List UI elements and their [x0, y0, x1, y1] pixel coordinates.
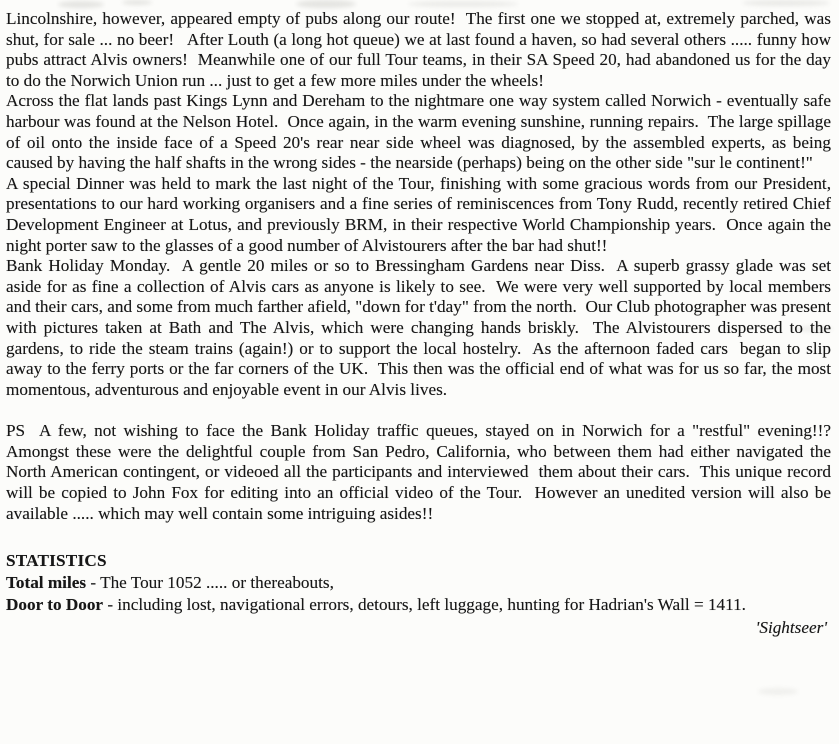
- paragraph-special-dinner: A special Dinner was held to mark the last night of the Tour, finishing with some gracious words from our President, presentations to our hard working organisers and a fine series of reminiscences from Tony Rudd, recently retired Chief Development Engineer at Lotus, and previously BRM, in their respective World Championship years. Once again the night porter saw to the glasses of a good number of Alvistourers after the bar had shut!!: [6, 173, 831, 255]
- scan-smudge: [58, 1, 104, 8]
- author-signature: 'Sightseer': [755, 617, 827, 637]
- statistics-door-to-door-row: [6, 594, 831, 617]
- statistics-door-to-door-value: - including lost, navigational errors, detours, left luggage, hunting for Hadrian's Wall = 1411.: [103, 595, 746, 615]
- statistics-total-miles-value: - The Tour 1052 ..... or thereabouts,: [86, 572, 334, 592]
- statistics-door-to-door-label: Door to Door: [6, 595, 104, 615]
- document-content: [6, 9, 831, 639]
- paragraph-bank-holiday-monday: Bank Holiday Monday. A gentle 20 miles or so to Bressingham Gardens near Diss. A superb grassy glade was set aside for as fine a collection of Alvis cars as anyone is likely to see. We were very well supported by local members and their cars, and some from much farther afield, "down for t'day" from the north. Our Club photographer was present with pictures taken at Bath and The Alvis, which were changing hands briskly. The Alvistourers dispersed to the gardens, to ride the steam trains (again!) or to support the local hostelry. As the afternoon faded cars began to slip away to the ferry ports or the far corners of the UK. This then was the official end of what was for us so far, the most momentous, adventurous and enjoyable event in our Alvis lives.: [6, 256, 831, 399]
- scan-smudge: [296, 0, 356, 8]
- scan-smudge: [758, 688, 798, 695]
- paragraph-kings-lynn-norwich: Across the flat lands past Kings Lynn and Dereham to the nightmare one way system called Norwich - eventually safe harbour was found at the Nelson Hotel. Once again, in the warm evening sunshine, running repairs. The large spillage of oil onto the inside face of a Speed 20's rear near side wheel was diagnosed, by the assembled experts, as being caused by having the half shafts in the wrong sides - the nearside (perhaps) being on the other side "sur le continent!": [6, 91, 831, 173]
- statistics-heading: STATISTICS: [6, 551, 107, 571]
- scan-smudge: [408, 1, 518, 7]
- paragraph-postscript: PS A few, not wishing to face the Bank Holiday traffic queues, stayed on in Norwich for a "restful" evening!!? Amongst these were the delightful couple from San Pedro, California, who between them had either navigated the North American contingent, or videoed all the participants and interviewed them about their cars. This unique record will be copied to John Fox for editing into an official video of the Tour. However an unedited version will also be available ..... which may well contain some intriguing asides!!: [6, 421, 831, 523]
- scan-smudge: [122, 0, 152, 5]
- statistics-total-miles-label: Total miles: [6, 572, 87, 592]
- statistics-total-miles-row: [6, 572, 831, 595]
- scan-smudge: [742, 0, 830, 6]
- paragraph-lincolnshire-pubs: Lincolnshire, however, appeared empty of pubs along our route! The first one we stopped at, extremely parched, was shut, for sale ... no beer! After Louth (a long hot queue) we at last found a haven, so had several others ..... funny how pubs attract Alvis owners! Meanwhile one of our full Tour teams, in their SA Speed 20, had abandoned us for the day to do the Norwich Union run ... just to get a few more miles under the wheels!: [6, 9, 831, 90]
- statistics-section: [6, 551, 831, 639]
